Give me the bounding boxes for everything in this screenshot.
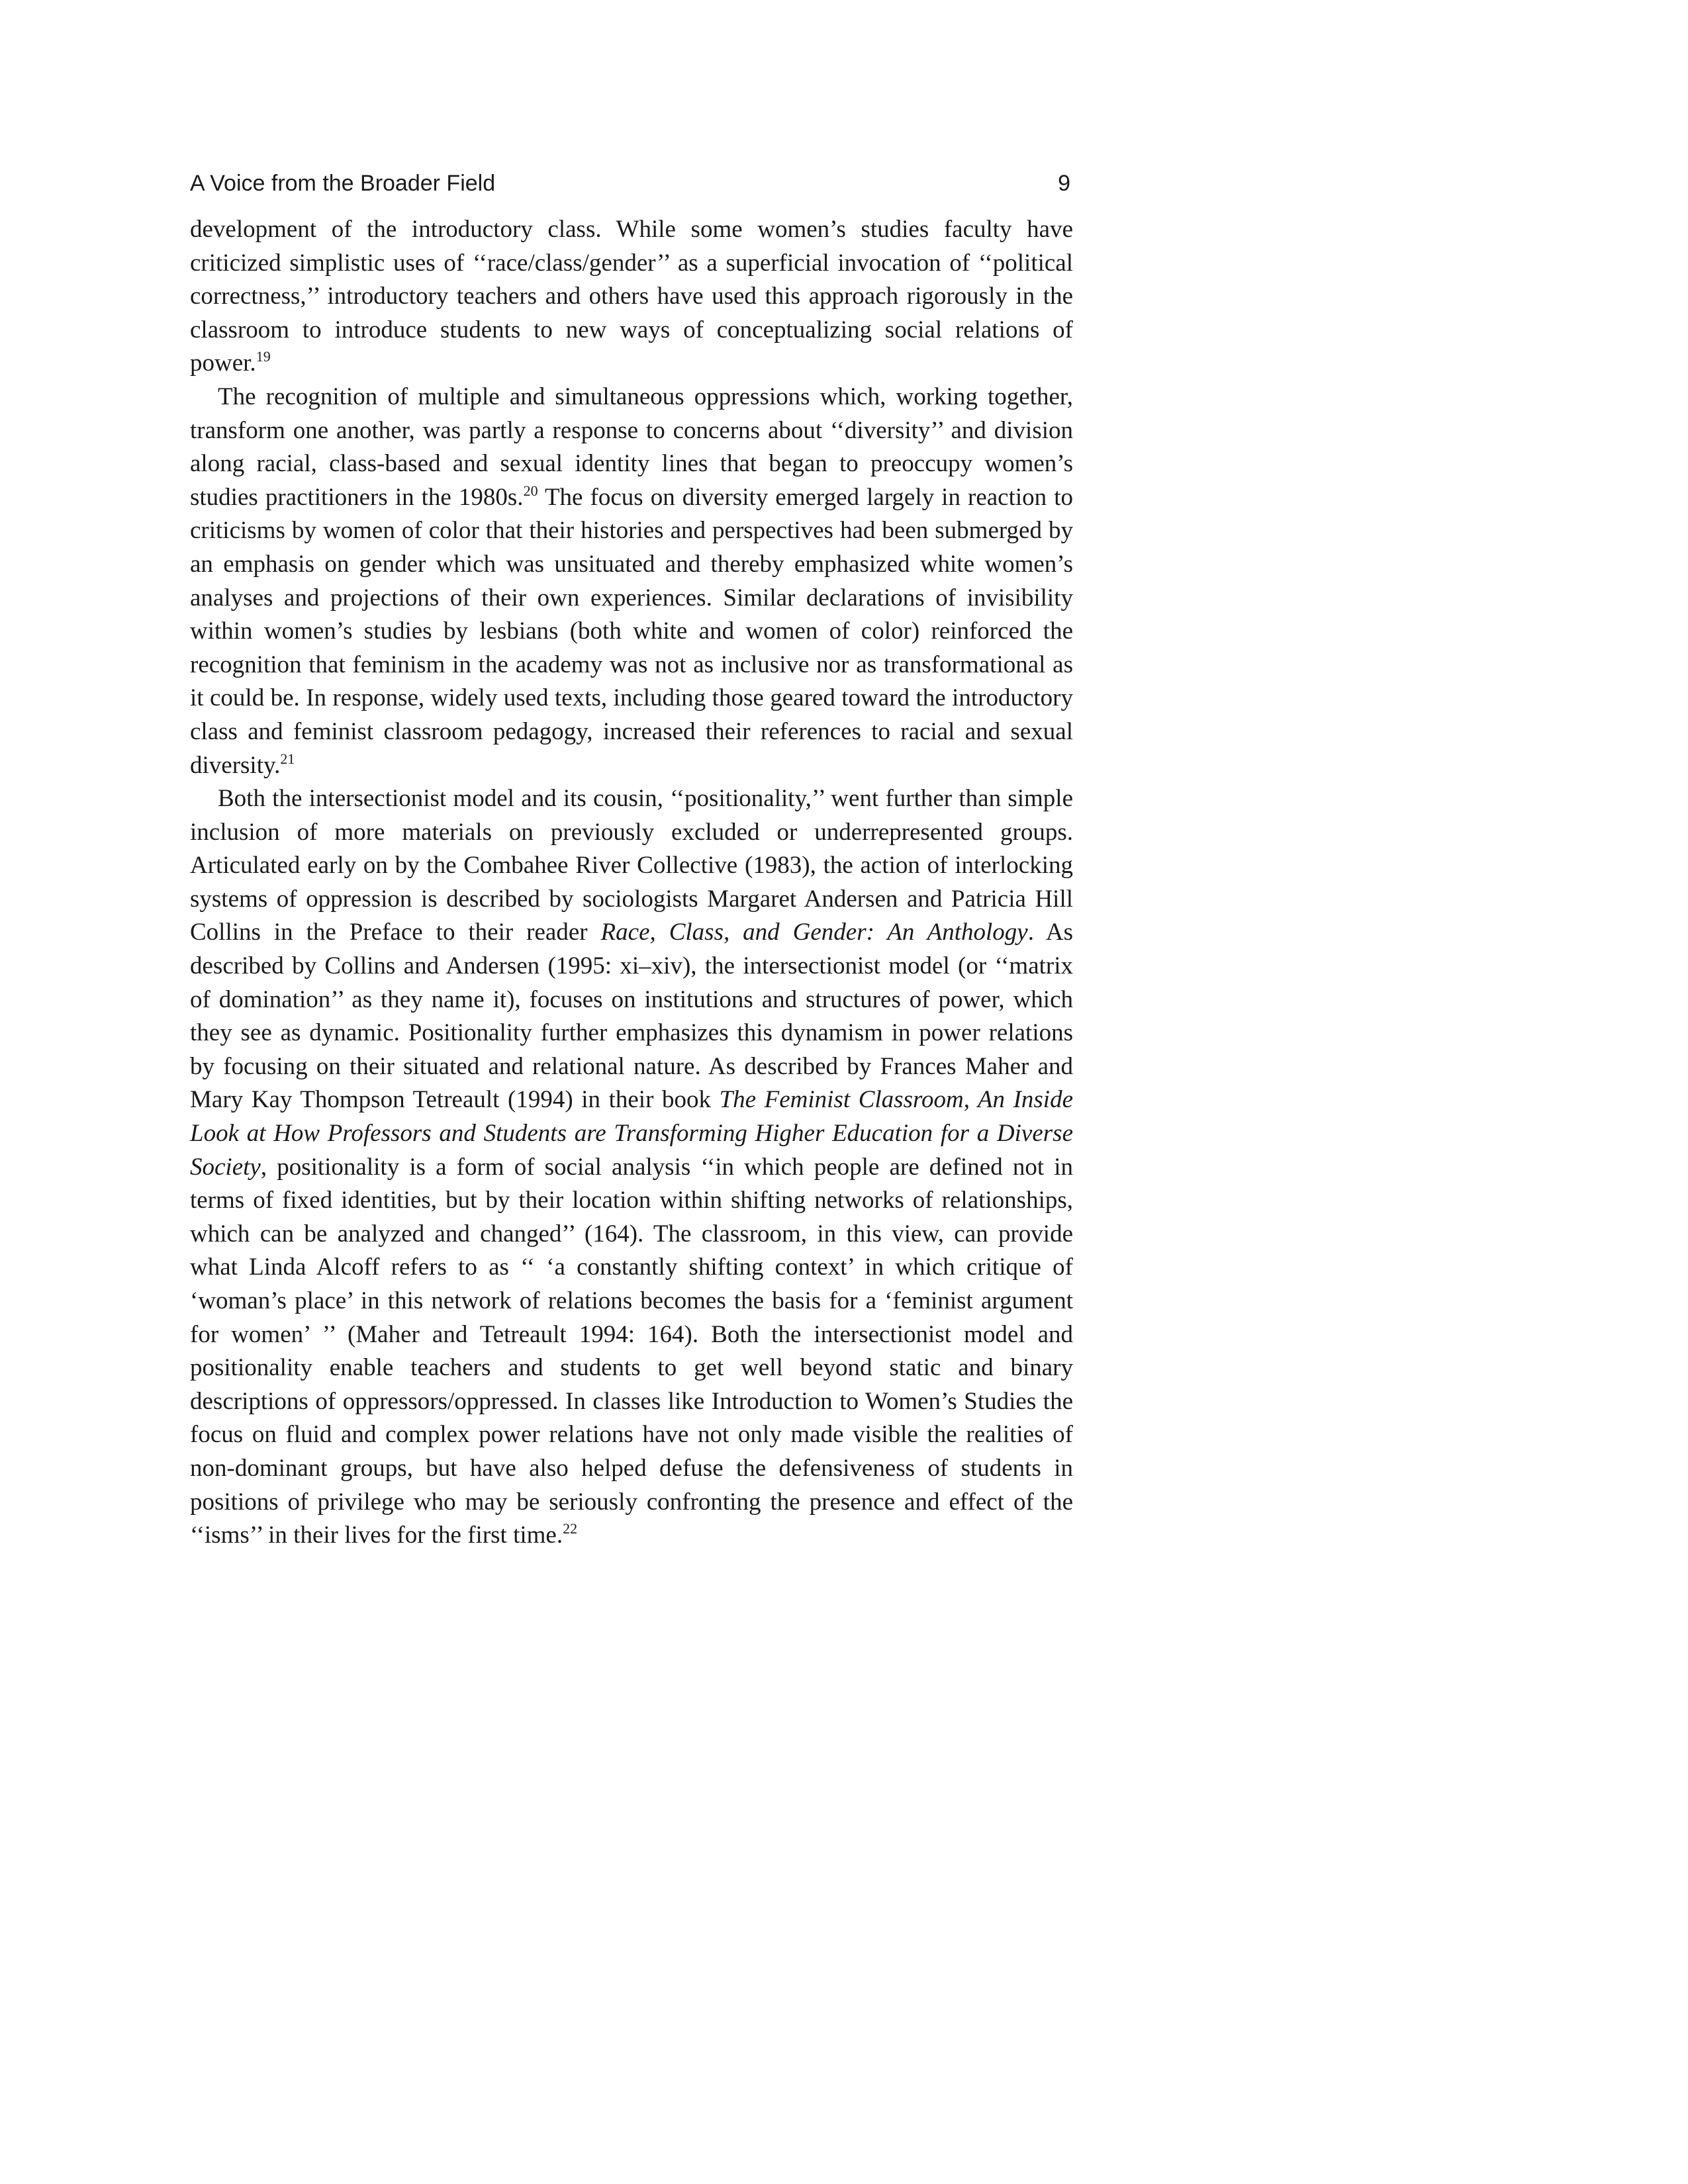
book-page — [190, 164, 1073, 1553]
paragraph-positionality — [190, 782, 1073, 1553]
paragraph-text: The recognition of multiple and simultaneous oppressions which, working together, transform one another, was partly a response to concerns about ‘‘diversity’’ and division along racial, class-based and sexual identity lines that began to preoccupy women’s studies practitioners in the 1980s. — [190, 383, 1073, 511]
footnote-marker: 19 — [256, 348, 271, 365]
paragraph-text: . As described by Collins and Andersen (1995: xi–xiv), the intersectionist model (or ‘‘matrix of domination’’ as they name it), focuses on institutions and structures of power, which they see as dynamic. Positionality further emphasizes this dynamism in power relations by focusing on their situated and relational nature. As described by Frances Maher and Mary Kay Thompson Tetreault (1994) in their book — [190, 919, 1073, 1114]
running-head-title: A Voice from the Broader Field — [190, 171, 496, 196]
footnote-marker: 20 — [523, 482, 538, 499]
paragraph-text: Both the intersectionist model and its cousin, ‘‘positionality,’’ went further than simple inclusion of more materials on previously excluded or underrepresented groups. Articulated early on by the Combahee River Collective (1983), the action of interlocking systems of oppression is described by sociologists Margaret Andersen and Patricia Hill Collins in the Preface to their reader — [190, 785, 1073, 946]
footnote-marker: 21 — [280, 750, 295, 767]
body-text — [190, 213, 1073, 1553]
book-title-italic: Race, Class, and Gender: An Anthology — [600, 919, 1028, 946]
paragraph-text: The focus on diversity emerged largely in reaction to criticisms by women of color that their histories and perspectives had been submerged by an emphasis on gender which was unsituated and thereby emphasized white women’s analyses and projections of their own experiences. Similar declarations of invisibility within women’s studies by lesbians (both white and women of color) reinforced the recognition that feminism in the academy was not as inclusive nor as transformational as it could be. In response, widely used texts, including those geared toward the introductory class and feminist classroom pedagogy, increased their references to racial and sexual diversity. — [190, 483, 1073, 779]
paragraph-text: development of the introductory class. While some women’s studies faculty have criticized simplistic uses of ‘‘race/class/gender’’ as a superficial invocation of ‘‘political correctness,’’ introductory teachers and others have used this approach rigorously in the classroom to introduce students to new ways of conceptualizing social relations of power. — [190, 216, 1073, 377]
book-title-italic: The Feminist Classroom, An Inside Look at How Professors and Students are Transforming Higher Education for a Diverse Society — [190, 1086, 1074, 1181]
paragraph-diversity — [190, 381, 1073, 782]
running-head — [190, 164, 1073, 203]
page-number: 9 — [1058, 171, 1070, 196]
paragraph-continued — [190, 213, 1073, 381]
footnote-marker: 22 — [563, 1520, 578, 1537]
paragraph-text: , positionality is a form of social analysis ‘‘in which people are defined not in terms of fixed identities, but by their location within shifting networks of relationships, which can be analyzed and changed’’ (164). The classroom, in this view, can provide what Linda Alcoff refers to as ‘‘ ‘a constantly shifting context’ in which critique of ‘woman’s place’ in this network of relations becomes the basis for a ‘feminist argument for women’ ’’ (Maher and Tetreault 1994: 164). Both the intersectionist model and positionality enable teachers and students to get well beyond static and binary descriptions of oppressors/oppressed. In classes like Introduction to Women’s Studies the focus on fluid and complex power relations have not only made visible the realities of non-dominant groups, but have also helped defuse the defensiveness of students in positions of privilege who may be seriously confronting the presence and effect of the ‘‘isms’’ in their lives for the first time. — [190, 1153, 1073, 1549]
